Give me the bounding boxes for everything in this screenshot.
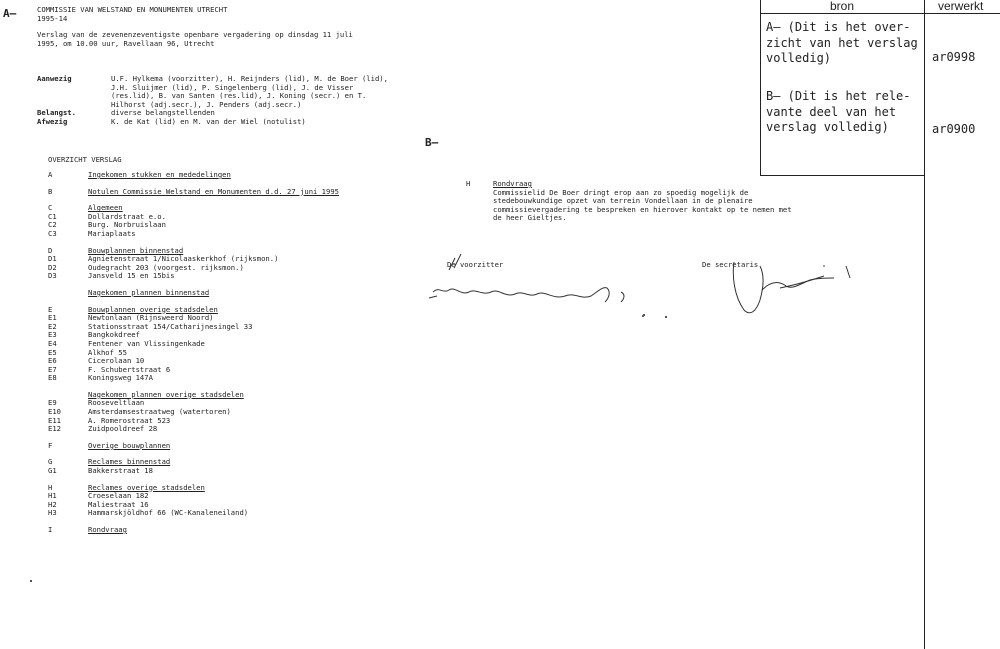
overview-row bbox=[48, 467, 378, 476]
overview-item: Alkhof 55 bbox=[88, 347, 127, 357]
source-note-line: vante deel van het bbox=[766, 104, 897, 119]
overview-heading: Rondvraag bbox=[88, 525, 127, 534]
attendance-line: J.H. Sluijmer (lid), P. Singelenberg (lid), J. de Visser bbox=[111, 82, 354, 92]
overview-item: A. Romerostraat 523 bbox=[88, 415, 171, 425]
overview-item: Hammarskjöldhof 66 (WC-Kanaleneiland) bbox=[88, 508, 249, 518]
attendance-line: K. de Kat (lid) en M. van der Wiel (notulist) bbox=[111, 116, 306, 126]
overview-item: Stationsstraat 154/Catharijnesingel 33 bbox=[88, 321, 253, 331]
column-header-bron: bron bbox=[830, 0, 855, 13]
speck bbox=[643, 314, 645, 316]
overview-item: Fentener van Vlissingenkade bbox=[88, 338, 205, 348]
overview-code: H1 bbox=[48, 491, 57, 501]
overview-code: I bbox=[48, 525, 53, 534]
attendance-label-interested: Belangst. bbox=[37, 108, 76, 118]
overview-row bbox=[48, 272, 378, 281]
attendance-block bbox=[37, 75, 417, 127]
overview-code: E9 bbox=[48, 398, 57, 408]
overview-code: E10 bbox=[48, 407, 61, 417]
overview-code: E2 bbox=[48, 321, 57, 331]
overview-row bbox=[48, 442, 378, 451]
source-note-line: A— (Dit is het over- bbox=[766, 20, 911, 34]
rondvraag-line: Commissielid De Boer dringt erop aan zo spoedig mogelijk de bbox=[493, 187, 749, 197]
overview-code: C bbox=[48, 203, 53, 213]
overview-heading: Bouwplannen binnenstad bbox=[88, 245, 184, 255]
source-note-line: zicht van het verslag bbox=[766, 35, 918, 50]
overview-code: E6 bbox=[48, 356, 57, 366]
overview-row bbox=[48, 509, 378, 518]
source-note-a bbox=[766, 20, 918, 67]
overview-heading: Overige bouwplannen bbox=[88, 440, 171, 450]
attendance-label-absent: Afwezig bbox=[37, 116, 68, 126]
overview-code: F bbox=[48, 440, 53, 450]
report-code: 1995-14 bbox=[37, 13, 68, 23]
overview-row bbox=[48, 188, 378, 197]
overview-title: OVERZICHT VERSLAG bbox=[48, 155, 122, 164]
overview-code: E3 bbox=[48, 330, 57, 340]
overview-item: Agnietenstraat 1/Nicolaaskerkhof (rijksmon.) bbox=[88, 254, 279, 264]
rondvraag-line: stedebouwkundige opzet van terrein Vondellaan in de plenaire bbox=[493, 196, 753, 206]
overview-code: E7 bbox=[48, 364, 57, 374]
overview-heading: Nagekomen plannen overige stadsdelen bbox=[88, 389, 244, 399]
attendance-line: U.F. Hylkema (voorzitter), H. Reijnders (lid), M. de Boer (lid), bbox=[111, 74, 388, 83]
overview-code: D3 bbox=[48, 271, 57, 281]
overview-row bbox=[48, 374, 378, 383]
overview-code: B bbox=[48, 186, 53, 196]
source-note-line: verslag volledig) bbox=[766, 120, 889, 134]
source-note-line: B— (Dit is het rele- bbox=[766, 89, 911, 103]
attendance-line: diverse belangstellenden bbox=[111, 108, 215, 118]
overview-heading: Notulen Commissie Welstand en Monumenten d.d. 27 juni 1995 bbox=[88, 186, 339, 196]
overview-item: F. Schubertstraat 6 bbox=[88, 364, 171, 374]
overview-code: D2 bbox=[48, 262, 57, 272]
chair-signature bbox=[425, 240, 655, 320]
rondvraag-title: Rondvraag bbox=[493, 179, 532, 188]
chair-label: De voorzitter bbox=[447, 260, 504, 269]
overview-code: E11 bbox=[48, 415, 61, 425]
panel-divider bbox=[924, 0, 925, 649]
rondvraag-line: de heer Gieltjes. bbox=[493, 213, 567, 223]
overview-item: Jansveld 15 en 15bis bbox=[88, 271, 175, 281]
overview-code: D1 bbox=[48, 254, 57, 264]
overview-code: E12 bbox=[48, 424, 61, 434]
speck bbox=[665, 316, 667, 318]
overview-item: Bangkokdreef bbox=[88, 330, 140, 340]
overview-item: Rooseveltlaan bbox=[88, 398, 145, 408]
ref-code-b: ar0900 bbox=[932, 122, 976, 136]
overview-code: C3 bbox=[48, 228, 57, 238]
overview-item: Oudegracht 203 (voorgest. rijksmon.) bbox=[88, 262, 244, 272]
overview-list bbox=[48, 171, 378, 535]
panel-bottom-rule bbox=[760, 175, 925, 176]
panel-header-rule bbox=[760, 13, 1000, 14]
overview-item: Newtonlaan (Rijnsweerd Noord) bbox=[88, 313, 214, 323]
speck bbox=[30, 580, 32, 582]
overview-item: Amsterdamsestraatweg (watertoren) bbox=[88, 407, 231, 417]
overview-code: C1 bbox=[48, 211, 57, 221]
overview-code: E4 bbox=[48, 338, 57, 348]
marker-b: B— bbox=[425, 136, 439, 149]
overview-code: E bbox=[48, 304, 53, 314]
source-note-line: volledig) bbox=[766, 51, 832, 65]
overview-code: E8 bbox=[48, 373, 57, 383]
overview-heading: Algemeen bbox=[88, 203, 123, 213]
overview-code: D bbox=[48, 245, 53, 255]
rondvraag-code: H bbox=[466, 179, 471, 188]
attendance-line: (res.lid), B. van Santen (res.lid), J. Koning (secr.) en T. bbox=[111, 91, 367, 101]
overview-row bbox=[48, 230, 378, 239]
ref-code-a: ar0998 bbox=[932, 50, 976, 64]
intro-line-1: Verslag van de zevenenzeventigste openbare vergadering op dinsdag 11 juli bbox=[37, 30, 353, 40]
overview-item: Zuidpooldreef 28 bbox=[88, 424, 158, 434]
document-header bbox=[37, 6, 353, 48]
panel-left-border bbox=[760, 0, 761, 176]
overview-heading: Reclames overige stadsdelen bbox=[88, 482, 205, 492]
overview-row bbox=[48, 425, 378, 434]
overview-code: H2 bbox=[48, 499, 57, 509]
overview-row bbox=[48, 526, 378, 535]
overview-heading: Nagekomen plannen binnenstad bbox=[88, 287, 210, 297]
overview-item: Bakkerstraat 18 bbox=[88, 466, 153, 476]
overview-row bbox=[48, 289, 378, 298]
overview-code: H bbox=[48, 482, 53, 492]
source-note-b bbox=[766, 89, 911, 136]
attendance-label-present: Aanwezig bbox=[37, 74, 72, 83]
overview-item: Burg. Norbruislaan bbox=[88, 220, 166, 230]
overview-code: H3 bbox=[48, 508, 57, 518]
overview-item: Cicerolaan 10 bbox=[88, 356, 145, 366]
overview-code: A bbox=[48, 170, 53, 179]
overview-heading: Ingekomen stukken en mededelingen bbox=[88, 170, 231, 179]
overview-code: G1 bbox=[48, 466, 57, 476]
overview-code: C2 bbox=[48, 220, 57, 230]
overview-code: E1 bbox=[48, 313, 57, 323]
overview-row bbox=[48, 171, 378, 180]
overview-item: Dollardstraat e.o. bbox=[88, 211, 166, 221]
org-name: COMMISSIE VAN WELSTAND EN MONUMENTEN UTRECHT bbox=[37, 5, 228, 14]
overview-code: G bbox=[48, 457, 53, 467]
intro-line-2: 1995, om 10.00 uur, Ravellaan 96, Utrecht bbox=[37, 38, 215, 48]
overview-item: Mariaplaats bbox=[88, 228, 136, 238]
overview-item: Maliestraat 16 bbox=[88, 499, 149, 509]
secretary-label: De secretaris bbox=[702, 260, 759, 269]
overview-heading: Reclames binnenstad bbox=[88, 457, 171, 467]
rondvraag-line: commissievergadering te bespreken en hierover kontakt op te nemen met bbox=[493, 204, 792, 214]
column-header-verwerkt: verwerkt bbox=[938, 0, 984, 13]
attendance-line: Hilhorst (adj.secr.), J. Penders (adj.secr.) bbox=[111, 99, 302, 109]
secretary-signature bbox=[720, 256, 860, 320]
overview-heading: Bouwplannen overige stadsdelen bbox=[88, 304, 218, 314]
overview-item: Croeselaan 182 bbox=[88, 491, 149, 501]
overview-item: Koningsweg 147A bbox=[88, 373, 153, 383]
overview-code: E5 bbox=[48, 347, 57, 357]
marker-a: A— bbox=[3, 7, 17, 20]
